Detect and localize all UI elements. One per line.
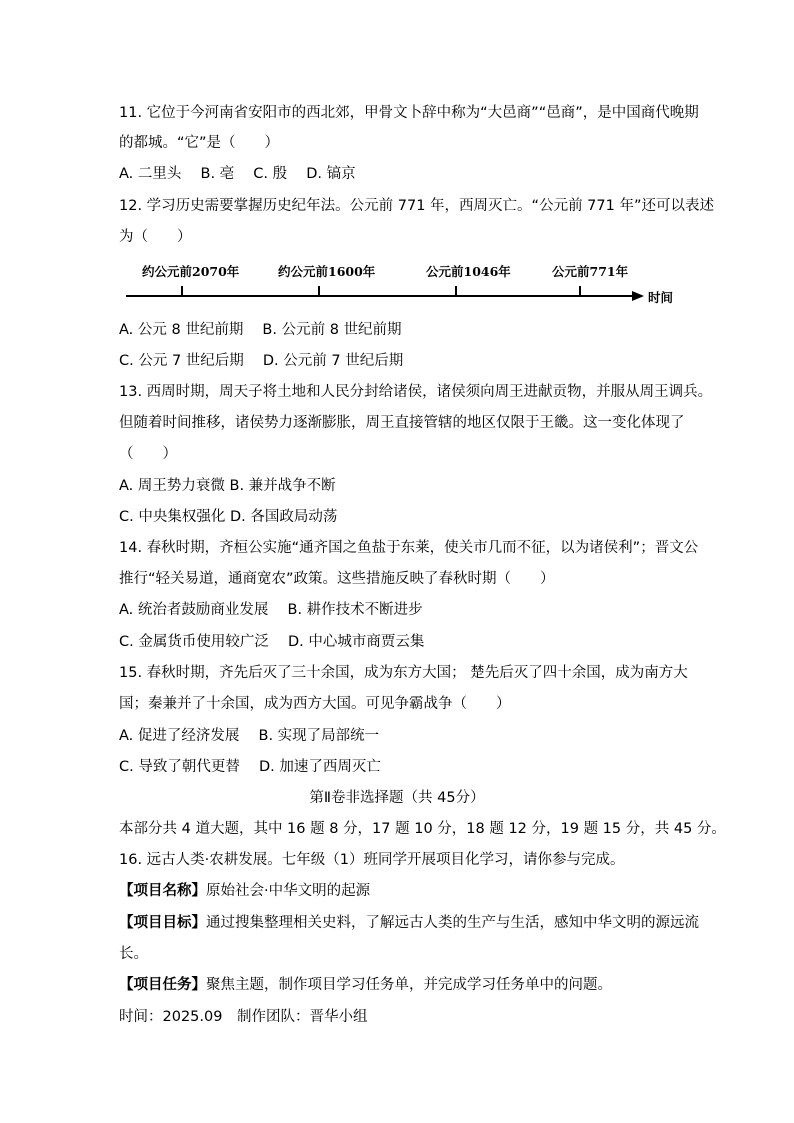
- q12-option-row2: C. 公元 7 世纪后期 D. 公元前 7 世纪后期: [119, 353, 404, 369]
- q13-line1: 13. 西周时期，周天子将土地和人民分封给诸侯，诸侯须向周王进献贡物，并服从周王调兵。: [119, 384, 713, 400]
- project-goal-text: 通过搜集整理相关史料，了解远古人类的生产与生活，感知中华文明的源远流: [206, 915, 699, 931]
- timeline-figure: [118, 262, 678, 310]
- timeline-label: 约公元前1600年: [278, 264, 376, 279]
- q13-line2: 但随着时间推移，诸侯势力逐渐膨胀，周王直接管辖的地区仅限于王畿。这一变化体现了: [119, 415, 685, 431]
- q13-line3: （ ）: [119, 446, 177, 462]
- project-name-text: 原始社会·中华文明的起源: [206, 883, 371, 899]
- project-task-text: 聚焦主题，制作项目学习任务单，并完成学习任务单中的问题。: [206, 977, 612, 993]
- timeline-arrow-icon: [632, 291, 644, 301]
- q15-line2: 国；秦兼并了十余国，成为西方大国。可见争霸战争（ ）: [119, 696, 511, 712]
- q11-options: A. 二里头 B. 亳 C. 殷 D. 镐京: [119, 166, 356, 182]
- q11-line2: 的都城。“它”是（ ）: [119, 135, 280, 151]
- project-name: [119, 881, 370, 901]
- q15-option-row1: A. 促进了经济发展 B. 实现了局部统一: [119, 728, 380, 744]
- timeline-label: 公元前1046年: [426, 264, 511, 279]
- q14-option-row2: C. 金属货币使用较广泛 D. 中心城市商贾云集: [119, 634, 425, 650]
- q16-line1: 16. 远古人类·农耕发展。七年级（1）班同学开展项目化学习，请你参与完成。: [119, 852, 625, 868]
- section-description: 本部分共 4 道大题，其中 16 题 8 分，17 题 10 分，18 题 12 分，19 题 15 分，共 45 分。: [119, 821, 726, 837]
- timeline-label: 约公元前2070年: [142, 264, 240, 279]
- q13-option-row1: A. 周王势力衰微 B. 兼并战争不断: [119, 478, 336, 494]
- q12-line2: 为（ ）: [119, 229, 192, 245]
- project-goal-tag: 【项目目标】: [119, 915, 206, 931]
- section-title: 第Ⅱ卷非选择题（共 45分）: [309, 790, 485, 806]
- q12-line1: 12. 学习历史需要掌握历史纪年法。公元前 771 年，西周灭亡。“公元前 771 年”还可以表述: [119, 198, 714, 214]
- q15-line1: 15. 春秋时期，齐先后灭了三十余国，成为东方大国； 楚先后灭了四十余国，成为南方大: [119, 665, 688, 681]
- project-meta: 时间：2025.09 制作团队：晋华小组: [119, 1009, 368, 1025]
- project-goal-continued: 长。: [119, 946, 148, 962]
- q15-option-row2: C. 导致了朝代更替 D. 加速了西周灭亡: [119, 759, 381, 775]
- q11-line1: 11. 它位于今河南省安阳市的西北郊，甲骨文卜辞中称为“大邑商”“邑商”，是中国商代晚期: [119, 105, 699, 121]
- q14-option-row1: A. 统治者鼓励商业发展 B. 耕作技术不断进步: [119, 602, 423, 618]
- q13-option-row2: C. 中央集权强化 D. 各国政局动荡: [119, 509, 338, 525]
- timeline-label: 公元前771年: [552, 264, 629, 279]
- q12-option-row1: A. 公元 8 世纪前期 B. 公元前 8 世纪前期: [119, 322, 402, 338]
- timeline-axis-label: 时间: [648, 290, 674, 305]
- q14-line2: 推行“轻关易道，通商宽农”政策。这些措施反映了春秋时期（ ）: [119, 571, 555, 587]
- timeline-axis: [126, 295, 636, 297]
- project-task-tag: 【项目任务】: [119, 977, 206, 993]
- project-name-tag: 【项目名称】: [119, 883, 206, 899]
- q14-line1: 14. 春秋时期，齐桓公实施“通齐国之鱼盐于东莱，使关市几而不征，以为诸侯利”；晋文公: [119, 540, 699, 556]
- project-goal: [119, 913, 699, 933]
- project-task: [119, 975, 612, 995]
